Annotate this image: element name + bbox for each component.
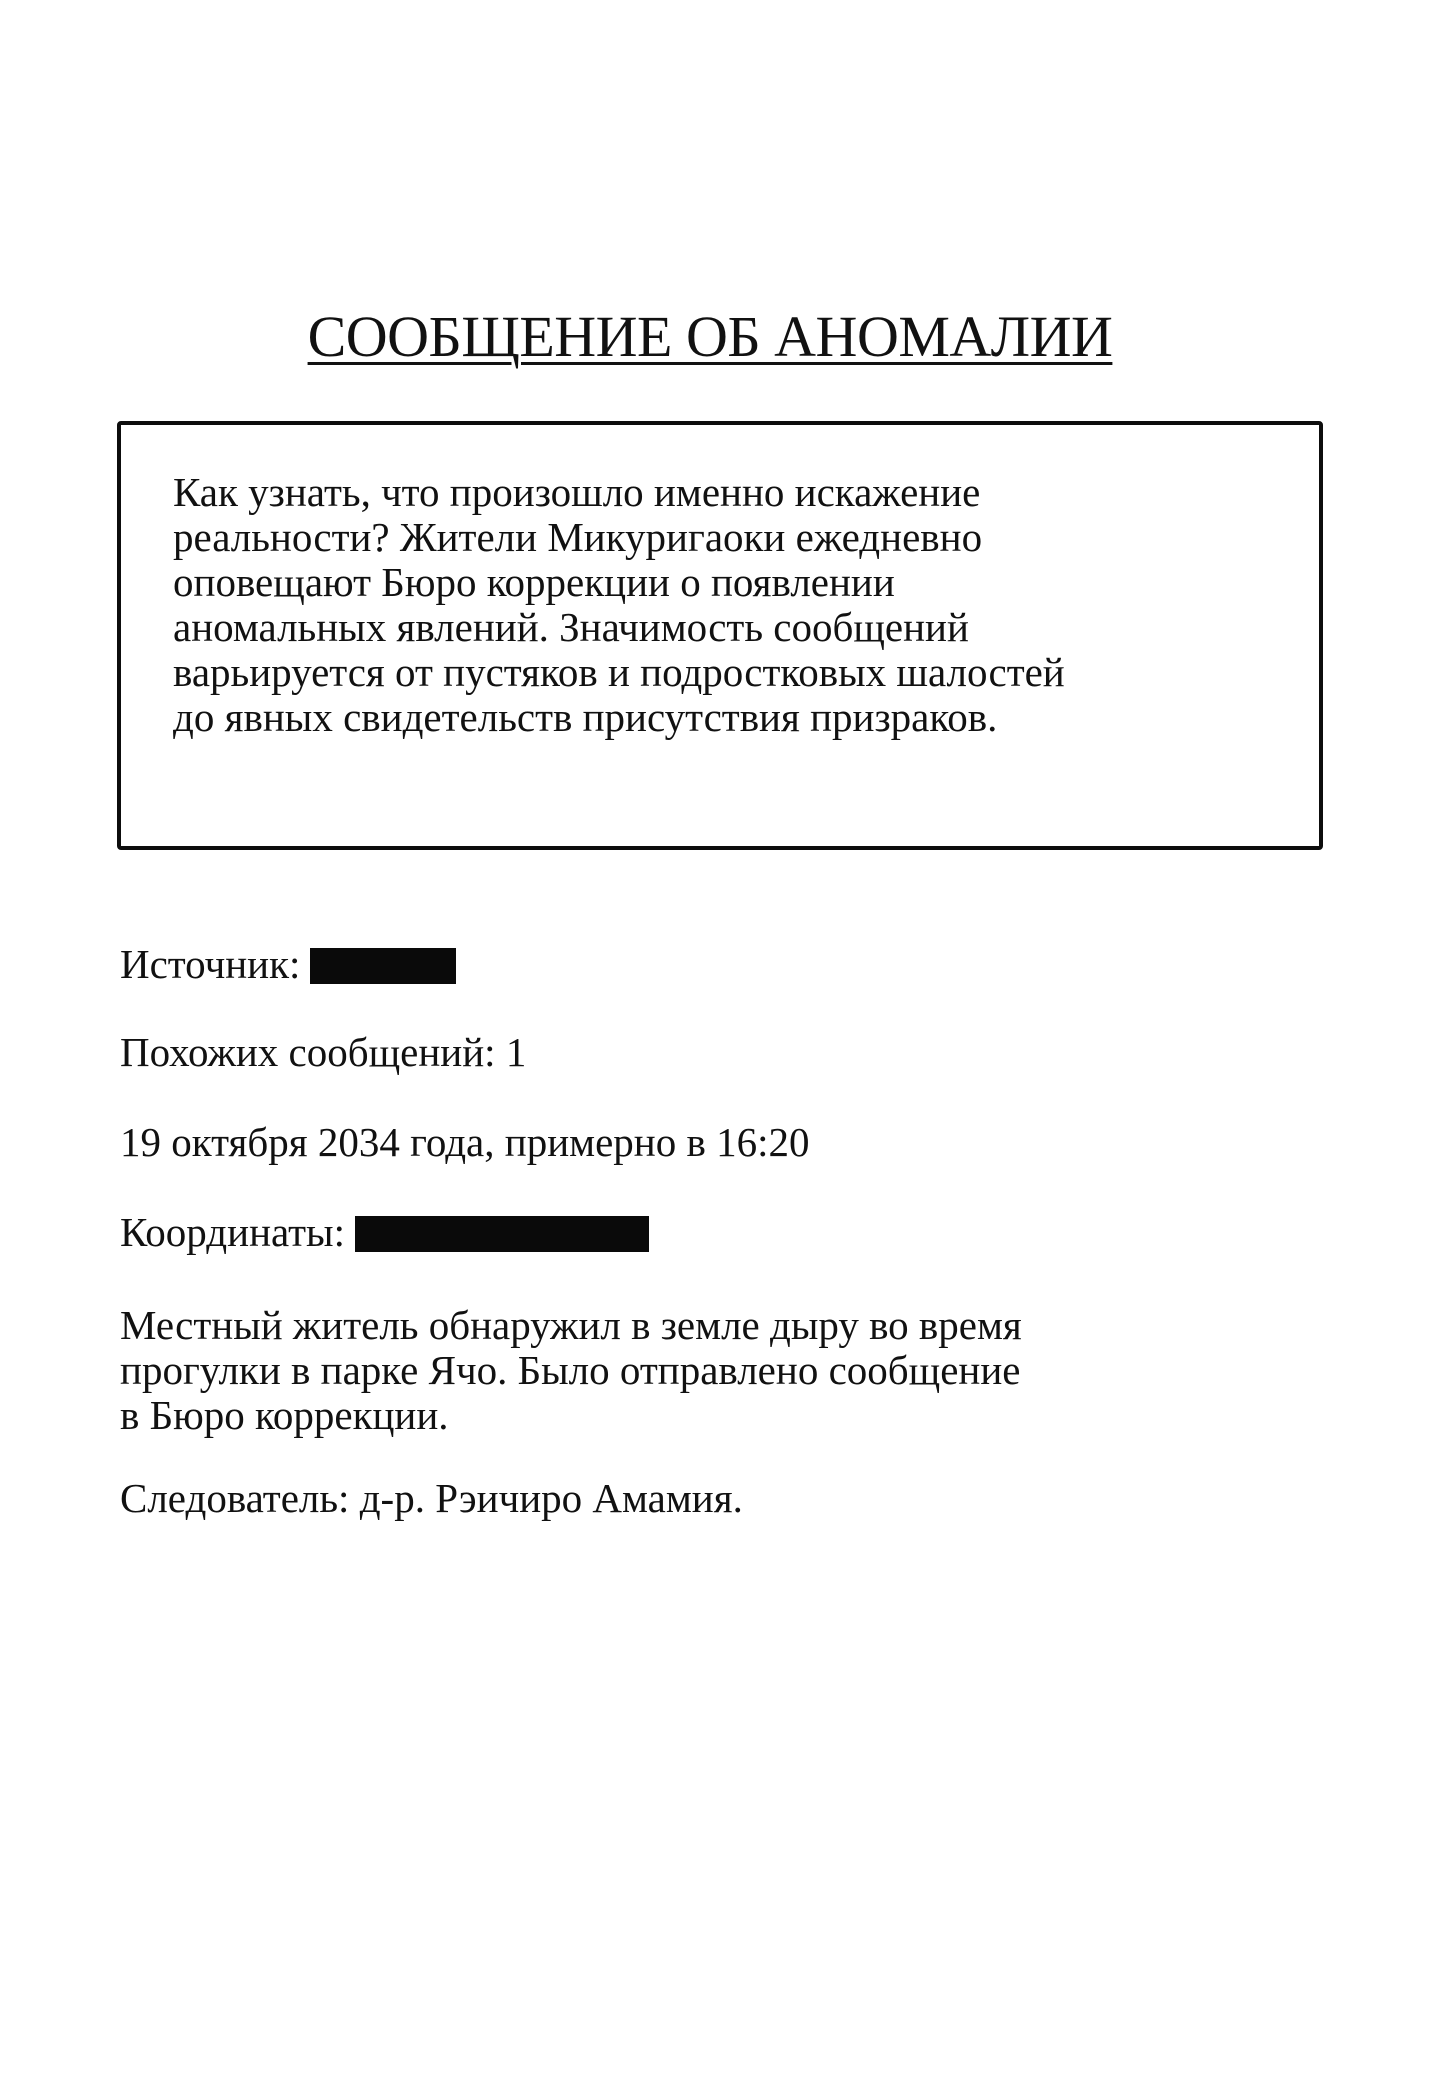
incident-description: Местный житель обнаружил в земле дыру во время прогулки в парке Ячо. Было отправлено сообщение в Бюро коррекции. — [120, 1302, 1022, 1438]
source-redaction-bar — [310, 948, 456, 984]
coordinates-redaction-bar — [355, 1216, 649, 1252]
page-title: СООБЩЕНИЕ ОБ АНОМАЛИИ — [307, 304, 1113, 369]
source-field — [120, 942, 456, 987]
source-label: Источник: — [120, 941, 301, 987]
intro-text: Как узнать, что произошло именно искажение реальности? Жители Микуригаоки ежедневно оповещают Бюро коррекции о появлении аномальных явлений. Значимость сообщений варьируется от пустяков и подростковых шалостей до явных свидетельств присутствия призраков. — [173, 469, 1065, 740]
coordinates-label: Координаты: — [120, 1209, 345, 1255]
coordinates-field — [120, 1210, 649, 1255]
investigator: Следователь: д-р. Рэичиро Амамия. — [120, 1475, 743, 1521]
report-datetime: 19 октября 2034 года, примерно в 16:20 — [120, 1119, 810, 1165]
similar-reports: Похожих сообщений: 1 — [120, 1029, 527, 1075]
